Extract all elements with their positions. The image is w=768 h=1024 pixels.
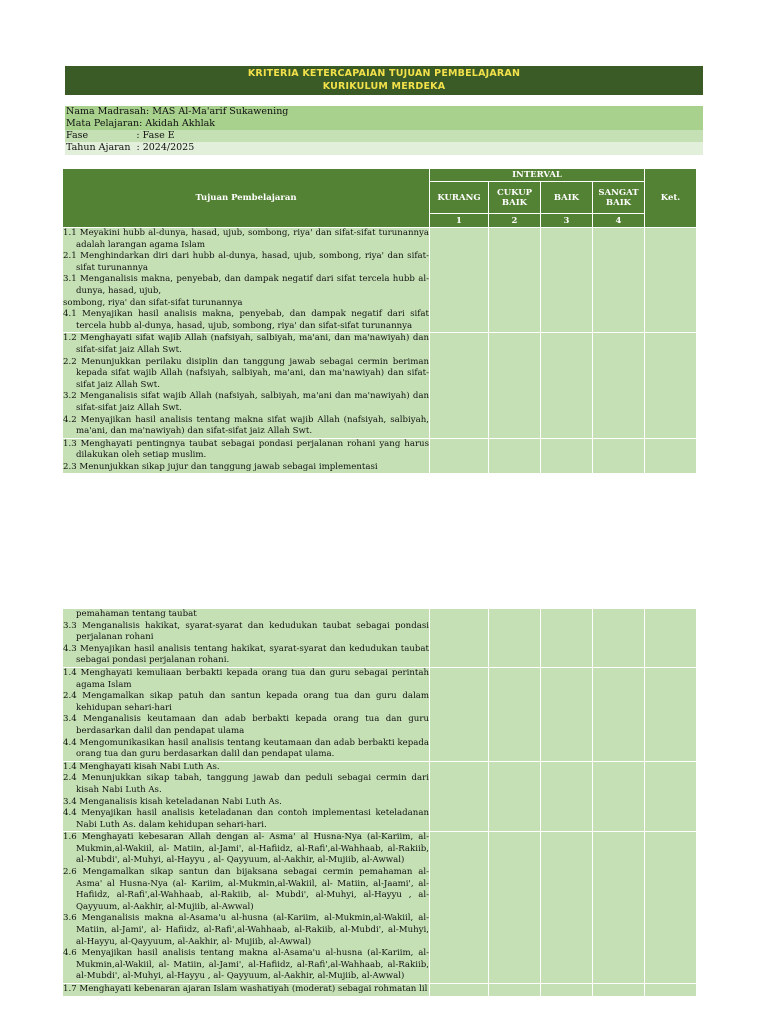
header-sangat-baik: SANGAT BAIK	[593, 182, 645, 214]
score-cell-4	[593, 984, 645, 997]
info-madrasah	[65, 106, 703, 118]
table-row	[63, 984, 697, 997]
header-cukup-baik: CUKUP BAIK	[489, 182, 541, 214]
objective-cell	[63, 984, 430, 997]
objective-line: 1.4 Menghayati kisah Nabi Luth As.	[63, 761, 220, 772]
objective-line: 3.4 Menganalisis keutamaan dan adab berbakti kepada orang tua dan guru berdasarkan dalil dan pendapat ulama	[63, 714, 429, 736]
objective-line: 1.3 Menghayati pentingnya taubat sebagai pondasi perjalanan rohani yang harus dilakukan oleh setiap muslim.	[63, 438, 429, 461]
tahun-text: Tahun Ajaran : 2024/2025	[66, 142, 195, 153]
score-cell-2	[489, 609, 541, 668]
score-cell-2	[489, 667, 541, 761]
score-cell-3	[541, 667, 593, 761]
table-row	[63, 333, 697, 438]
score-cell-4	[593, 609, 645, 668]
objective-line: 3.6 Menganalisis makna al-Asama'u al-husna (al-Kariim, al-Mukmin,al-Wakiil, al-Matiin, al-Jami', al- Hafiidz, al-Rafi',al-Wahhaab, al-Rakiib, al-Mubdi', al-Muhyi, al-Hayyu, al-Qayyuum, al-Aakhir, al- Mujiib, al-Awwal)	[63, 913, 429, 947]
score-cell-3	[541, 333, 593, 438]
score-cell-2	[489, 333, 541, 438]
objective-line: 4.2 Menyajikan hasil analisis tentang makna sifat wajib Allah (nafsiyah, salbiyah, ma'ani, dan ma'nawiyah) dan sifat-sifat jaiz Allah Swt.	[63, 414, 429, 437]
objective-line: 1.2 Menghayati sifat wajib Allah (nafsiyah, salbiyah, ma'ani, dan ma'nawiyah) dan sifat-sifat jaiz Allah Swt.	[63, 333, 429, 355]
ket-cell	[645, 832, 697, 984]
objective-line: 4.1 Menyajikan hasil analisis makna, penyebab, dan dampak negatif dari sifat tercela hubb al-dunya, hasad, ujub, sombong, riya' dan sifat-sifat turunannya	[63, 309, 429, 331]
score-cell-1	[430, 333, 489, 438]
objective-line: 3.3 Menganalisis hakikat, syarat-syarat dan kedudukan taubat sebagai pondasi perjalanan rohani	[63, 620, 429, 643]
score-cell-4	[593, 832, 645, 984]
fase-text: Fase : Fase E	[66, 130, 175, 141]
score-cell-3	[541, 609, 593, 668]
ket-cell	[645, 438, 697, 474]
objective-line: pemahaman tentang taubat	[76, 609, 197, 619]
header-num-4: 4	[593, 214, 645, 228]
score-cell-1	[430, 984, 489, 997]
title-line-2: KURIKULUM MERDEKA	[322, 81, 446, 92]
objective-line: 3.2 Menganalisis sifat wajib Allah (nafsiyah, salbiyah, ma'ani dan ma'nawiyah) dan sifat-sifat jaiz Allah Swt.	[63, 391, 429, 413]
score-cell-1	[430, 667, 489, 761]
objective-line: 4.4 Menyajikan hasil analisis keteladanan dan contoh implementasi keteladanan Nabi Luth As. dalam kehidupan sehari-hari.	[63, 808, 429, 830]
table-row	[63, 761, 697, 832]
info-fase	[65, 130, 703, 142]
ket-cell	[645, 609, 697, 668]
table-row	[63, 228, 697, 333]
objective-line: sombong, riya' dan sifat-sifat turunannya	[63, 297, 243, 308]
header-num-3: 3	[541, 214, 593, 228]
objective-cell	[63, 333, 430, 438]
objective-cell	[63, 667, 430, 761]
score-cell-3	[541, 438, 593, 474]
table-row	[63, 609, 697, 668]
objective-line: 3.1 Menganalisis makna, penyebab, dan dampak negatif dari sifat tercela hubb al-dunya, hasad, ujub,	[63, 274, 429, 296]
objective-line: 2.4 Menunjukkan sikap tabah, tanggung jawab dan peduli sebagai cermin dari kisah Nabi Luth As.	[63, 773, 429, 795]
score-cell-4	[593, 667, 645, 761]
table-row	[63, 667, 697, 761]
objective-line: 3.4 Menganalisis kisah keteladanan Nabi Luth As.	[63, 796, 282, 807]
table-row	[63, 832, 697, 984]
header-ket: Ket.	[645, 169, 697, 228]
title-line-1: KRITERIA KETERCAPAIAN TUJUAN PEMBELAJARAN	[247, 68, 521, 79]
score-cell-4	[593, 438, 645, 474]
objective-line: 1.4 Menghayati kemuliaan berbakti kepada orang tua dan guru sebagai perintah agama Islam	[63, 667, 429, 690]
header-tujuan: Tujuan Pembelajaran	[63, 169, 430, 228]
table-row	[63, 438, 697, 474]
madrasah-text: Nama Madrasah: MAS Al-Ma'arif Sukawening	[66, 106, 289, 117]
info-tahun	[65, 142, 703, 155]
ket-cell	[645, 667, 697, 761]
score-cell-1	[430, 832, 489, 984]
objective-cell	[63, 832, 430, 984]
criteria-table-bottom	[62, 608, 697, 997]
score-cell-2	[489, 228, 541, 333]
score-cell-2	[489, 984, 541, 997]
objective-line: 1.7 Menghayati kebenaran ajaran Islam washatiyah (moderat) sebagai rohmatan lil	[63, 984, 428, 994]
objective-line: 4.6 Menyajikan hasil analisis tentang makna al-Asama'u al-husna (al-Kariim, al-Mukmin,al-Wakiil, al- Matiin, al-Jami', al-Hafiidz, al-Rafi',al-Wahhaab, al-Rakiib, al-Mubdi', al-Muhyi, al-Hayyu , al- Qayyuum, al-Aakhir, al-Mujiib, al-Awwal)	[63, 948, 429, 982]
info-mapel	[65, 118, 703, 130]
header-num-1: 1	[430, 214, 489, 228]
objective-cell	[63, 228, 430, 333]
objective-line: 1.6 Menghayati kebesaran Allah dengan al- Asma' al Husna-Nya (al-Kariim, al-Mukmin,al-Wakiil, al- Matiin, al-Jami', al-Hafiidz, al-Rafi',al-Wahhaab, al-Rakiib, al-Mubdi', al-Muhyi, al-Hayyu , al- Qayyuum, al-Aakhir, al-Mujiib, al-Awwal)	[63, 832, 429, 866]
objective-line: 2.3 Menunjukkan sikap jujur dan tanggung jawab sebagai implementasi	[63, 461, 378, 472]
score-cell-1	[430, 761, 489, 832]
criteria-table-top	[62, 168, 697, 474]
score-cell-4	[593, 228, 645, 333]
document-title	[65, 66, 703, 95]
score-cell-4	[593, 761, 645, 832]
ket-cell	[645, 333, 697, 438]
objective-line: 4.3 Menyajikan hasil analisis tentang hakikat, syarat-syarat dan kedudukan taubat sebagai pondasi perjalanan rohani.	[63, 643, 429, 666]
score-cell-1	[430, 228, 489, 333]
score-cell-2	[489, 438, 541, 474]
header-kurang: KURANG	[430, 182, 489, 214]
score-cell-4	[593, 333, 645, 438]
mapel-text: Mata Pelajaran: Akidah Akhlak	[66, 118, 216, 129]
objective-cell	[63, 761, 430, 832]
header-interval: INTERVAL	[430, 169, 645, 182]
score-cell-1	[430, 609, 489, 668]
score-cell-3	[541, 832, 593, 984]
score-cell-2	[489, 832, 541, 984]
objective-line: 4.4 Mengomunikasikan hasil analisis tentang keutamaan dan adab berbakti kepada orang tua dan guru berdasarkan dalil dan pendapat ulama.	[63, 737, 429, 760]
objective-line: 2.6 Mengamalkan sikap santun dan bijaksana sebagai cermin pemahaman al- Asma' al Husna-Nya (al- Kariim, al-Mukmin,al-Wakiil, al- Matiin, al-Jaami', al-Hafiidz, al-Rafi',al-Wahhaab, al-Rakiib, al- Mubdi', al-Muhyi, al-Hayyu , al-Qayyuum, al-Aakhir, al-Mujiib, al-Awwal)	[63, 867, 429, 912]
score-cell-2	[489, 761, 541, 832]
objective-cell	[63, 609, 430, 668]
score-cell-3	[541, 761, 593, 832]
ket-cell	[645, 984, 697, 997]
objective-line: 2.1 Menghindarkan diri dari hubb al-dunya, hasad, ujub, sombong, riya' dan sifat-sifat turunannya	[63, 251, 429, 273]
objective-cell	[63, 438, 430, 474]
header-baik: BAIK	[541, 182, 593, 214]
score-cell-3	[541, 228, 593, 333]
objective-line: 2.4 Mengamalkan sikap patuh dan santun kepada orang tua dan guru dalam kehidupan sehari-hari	[63, 691, 429, 713]
objective-line: 1.1 Meyakini hubb al-dunya, hasad, ujub, sombong, riya' dan sifat-sifat turunannya adalah larangan agama Islam	[63, 228, 429, 250]
header-num-2: 2	[489, 214, 541, 228]
ket-cell	[645, 228, 697, 333]
score-cell-1	[430, 438, 489, 474]
score-cell-3	[541, 984, 593, 997]
objective-line: 2.2 Menunjukkan perilaku disiplin dan tanggung jawab sebagai cermin beriman kepada sifat wajib Allah (nafsiyah, salbiyah, ma'ani, dan ma'nawiyah) dan sifat-sifat jaiz Allah Swt.	[63, 356, 429, 390]
ket-cell	[645, 761, 697, 832]
